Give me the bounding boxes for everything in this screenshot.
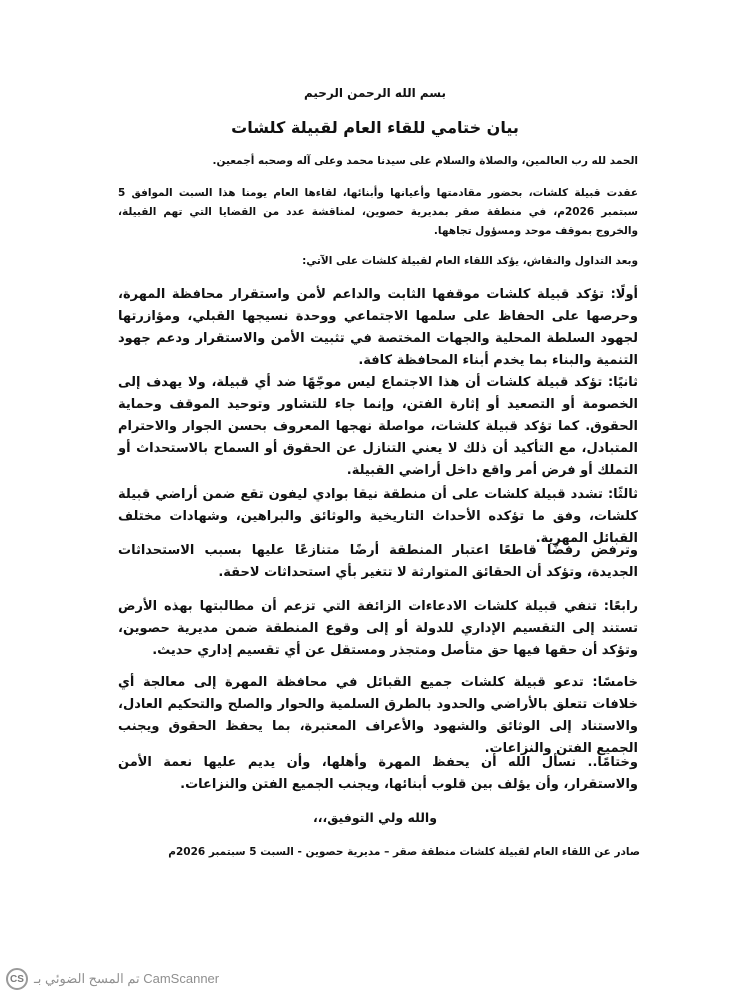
point-first: أولًا: تؤكد قبيلة كلشات موقفها الثابت والداعم لأمن واستقرار محافظة المهرة، وحرصها على الحفاظ على سلمها الاجتماعي ووحدة نسيجها القبلي، ومؤازرتها لجهود السلطة المحلية والجهات المختصة في تثبيت الأمن والاستقرار ودعم جهود التنمية والبناء بما يخدم أبناء المحافظة كافة. — [118, 287, 638, 368]
camscanner-watermark — [6, 968, 219, 990]
point-second: ثانيًا: تؤكد قبيلة كلشات أن هذا الاجتماع ليس موجّهًا ضد أي قبيلة، ولا يهدف إلى الخصومة أو التصعيد أو إثارة الفتن، وإنما جاء للتشاور وتوحيد الموقف وحماية الحقوق. كما تؤكد قبيلة كلشات، مواصلة نهجها المعروف بحسن الجوار والاحترام المتبادل، مع التأكيد أن ذلك لا يعني التنازل عن الحقوق أو السماح بالاستحداث أو التملك أو فرض أمر واقع داخل أراضي القبيلة. — [118, 375, 638, 478]
point-third-b: وترفض رفضًا قاطعًا اعتبار المنطقة أرضًا متنازعًا عليها بسبب الاستحداثات الجديدة، وتؤكد أن الحقائق المتوارثة لا تتغير بأي استحداثات لاحقة. — [118, 543, 638, 580]
issued-by: صادر عن اللقاء العام لقبيلة كلشات منطقة صقر – مديرية حصوين - السبت 5 سبتمبر 2026م — [168, 846, 640, 858]
camscanner-text: تم المسح الضوئي بـ CamScanner — [34, 971, 220, 986]
intro-affirm: وبعد التداول والنقاش، يؤكد اللقاء العام لقبيلة كلشات على الآتي: — [302, 255, 638, 267]
point-third: ثالثًا: تشدد قبيلة كلشات على أن منطقة نيقا بوادي ليفون تقع ضمن أراضي قبيلة كلشات، وفق ما تؤكده الأحداث التاريخية والوثائق والبراهين، وشهادات مختلف القبائل المهرية. — [118, 487, 638, 546]
intro-meeting: عقدت قبيلة كلشات، بحضور مقادمتها وأعيانها وأبنائها، لقاءها العام يومنا هذا السبت الموافق 5 سبتمبر 2026م، في منطقة صقر بمديرية حصوين، لمناقشة عدد من القضايا التي تهم القبيلة، والخروج بموقف موحد ومسؤول تجاهها. — [118, 187, 638, 237]
point-fifth: خامسًا: تدعو قبيلة كلشات جميع القبائل في محافظة المهرة إلى معالجة أي خلافات تتعلق بالأراضي والحدود بالطرق السلمية والحوار والصلح والتحكيم العادل، والاستناد إلى الوثائق والشهود والأعراف المعتبرة، بما يحفظ الحقوق ويجنب الجميع الفتن والنزاعات. — [118, 675, 638, 756]
basmala: بسم الله الرحمن الرحيم — [303, 86, 447, 100]
point-fourth: رابعًا: تنفي قبيلة كلشات الادعاءات الزائفة التي تزعم أن مطالبتها بهذه الأرض تستند إلى التقسيم الإداري للدولة أو إلى وقوع المنطقة ضمن مديرية حصوين، وتؤكد أن حقها فيها حق متأصل ومتجذر ومستقل عن أي تقسيم إداري حديث. — [118, 599, 638, 658]
document-title: بيان ختامي للقاء العام لقبيلة كلشات — [231, 118, 519, 137]
closing-line: والله ولي التوفيق،،، — [313, 810, 437, 825]
point-final: وختامًا.. نسأل الله أن يحفظ المهرة وأهلها، وأن يديم عليها نعمة الأمن والاستقرار، وأن يؤلف بين قلوب أبنائها، ويجنب الجميع الفتن والنزاعات. — [118, 755, 638, 792]
camscanner-logo-icon: CS — [6, 968, 28, 990]
intro-praise: الحمد لله رب العالمين، والصلاة والسلام على سيدنا محمد وعلى آله وصحبه أجمعين. — [212, 155, 638, 167]
